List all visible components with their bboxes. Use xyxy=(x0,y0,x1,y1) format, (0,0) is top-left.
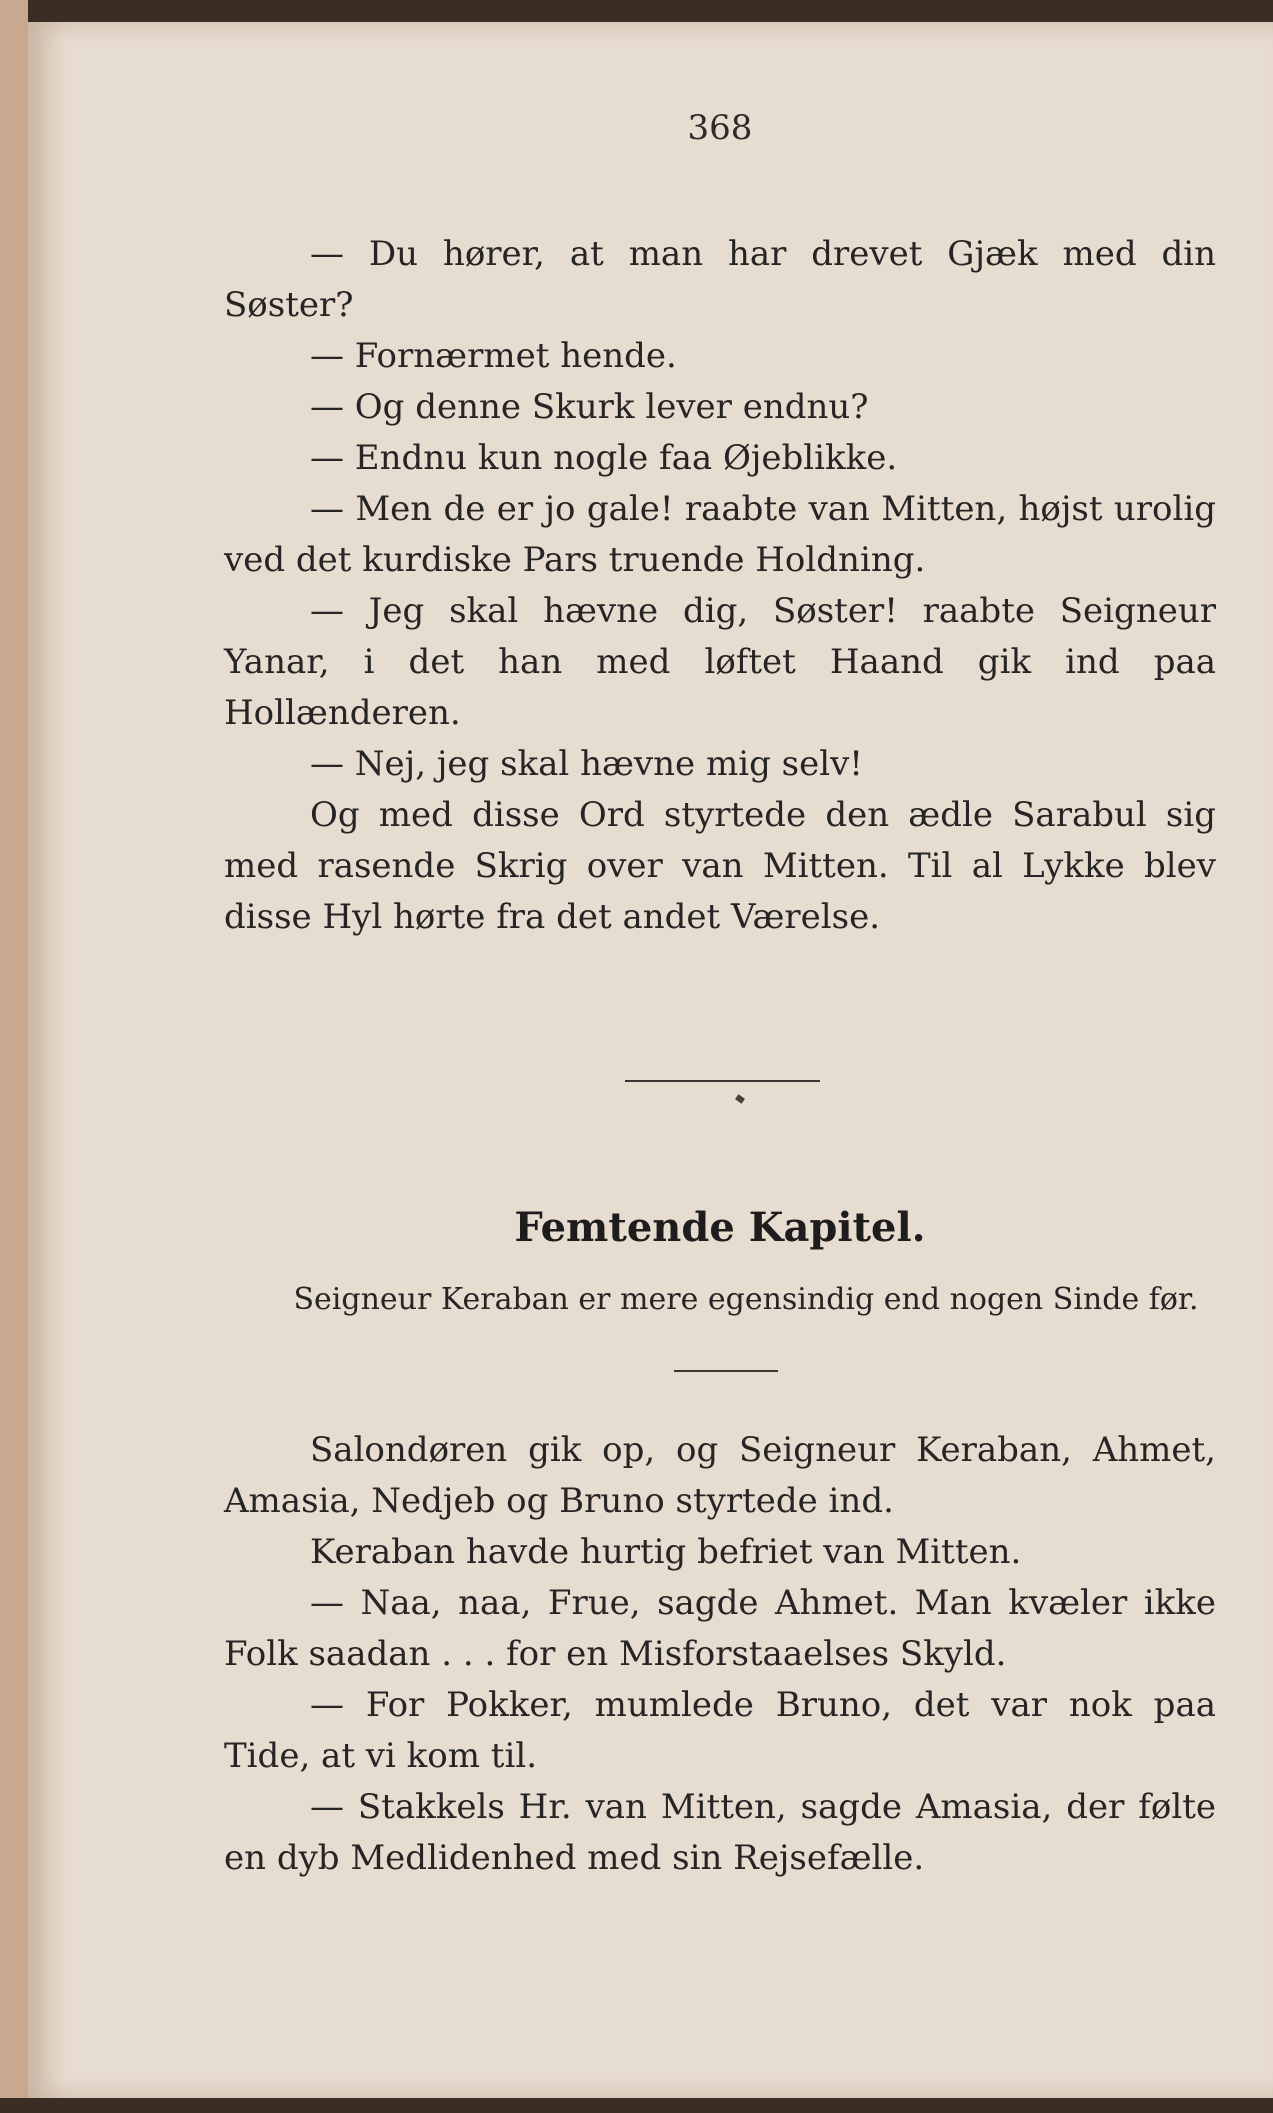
chapter-title: Femtende Kapitel. xyxy=(514,1204,926,1251)
paragraph: — Jeg skal hævne dig, Søster! raabte Seigneur Yanar, i det han med løftet Haand gik ind paa Hollænderen. xyxy=(224,591,1216,733)
paragraph: — Endnu kun nogle faa Øjeblikke. xyxy=(310,438,898,478)
paragraph: Og med disse Ord styrtede den ædle Sarabul sig med rasende Skrig over van Mitten. Til al Lykke blev disse Hyl hørte fra det andet Værelse. xyxy=(224,795,1216,937)
page-number: 368 xyxy=(687,108,753,148)
paragraph: — Du hører, at man har drevet Gjæk med din Søster? xyxy=(224,234,1216,325)
paragraph: — Nej, jeg skal hævne mig selv! xyxy=(310,744,863,784)
paragraph: — Fornærmet hende. xyxy=(310,336,677,376)
paragraph: Salondøren gik op, og Seigneur Keraban, Ahmet, Amasia, Nedjeb og Bruno styrtede ind. xyxy=(224,1430,1216,1521)
paragraph: — For Pokker, mumlede Bruno, det var nok paa Tide, at vi kom til. xyxy=(224,1685,1216,1776)
section-divider xyxy=(625,1080,820,1082)
book-bottom-edge xyxy=(0,2098,1273,2113)
text-block-bottom xyxy=(224,1425,1216,1884)
text-block-top xyxy=(224,229,1216,943)
book-top-edge xyxy=(0,0,1273,22)
subtitle-divider xyxy=(674,1370,778,1372)
paragraph: — Og denne Skurk lever endnu? xyxy=(310,387,869,427)
chapter-subtitle: Seigneur Keraban er mere egensindig end nogen Sinde før. xyxy=(293,1282,1199,1317)
paragraph: Keraban havde hurtig befriet van Mitten. xyxy=(310,1532,1022,1572)
paragraph: — Men de er jo gale! raabte van Mitten, højst urolig ved det kurdiske Pars truende Holdning. xyxy=(224,489,1216,580)
paragraph: — Stakkels Hr. van Mitten, sagde Amasia, der følte en dyb Medlidenhed med sin Rejsefælle. xyxy=(224,1787,1216,1878)
book-spine-edge xyxy=(0,0,28,2113)
paragraph: — Naa, naa, Frue, sagde Ahmet. Man kvæler ikke Folk saadan . . . for en Misforstaaelses Skyld. xyxy=(224,1583,1216,1674)
